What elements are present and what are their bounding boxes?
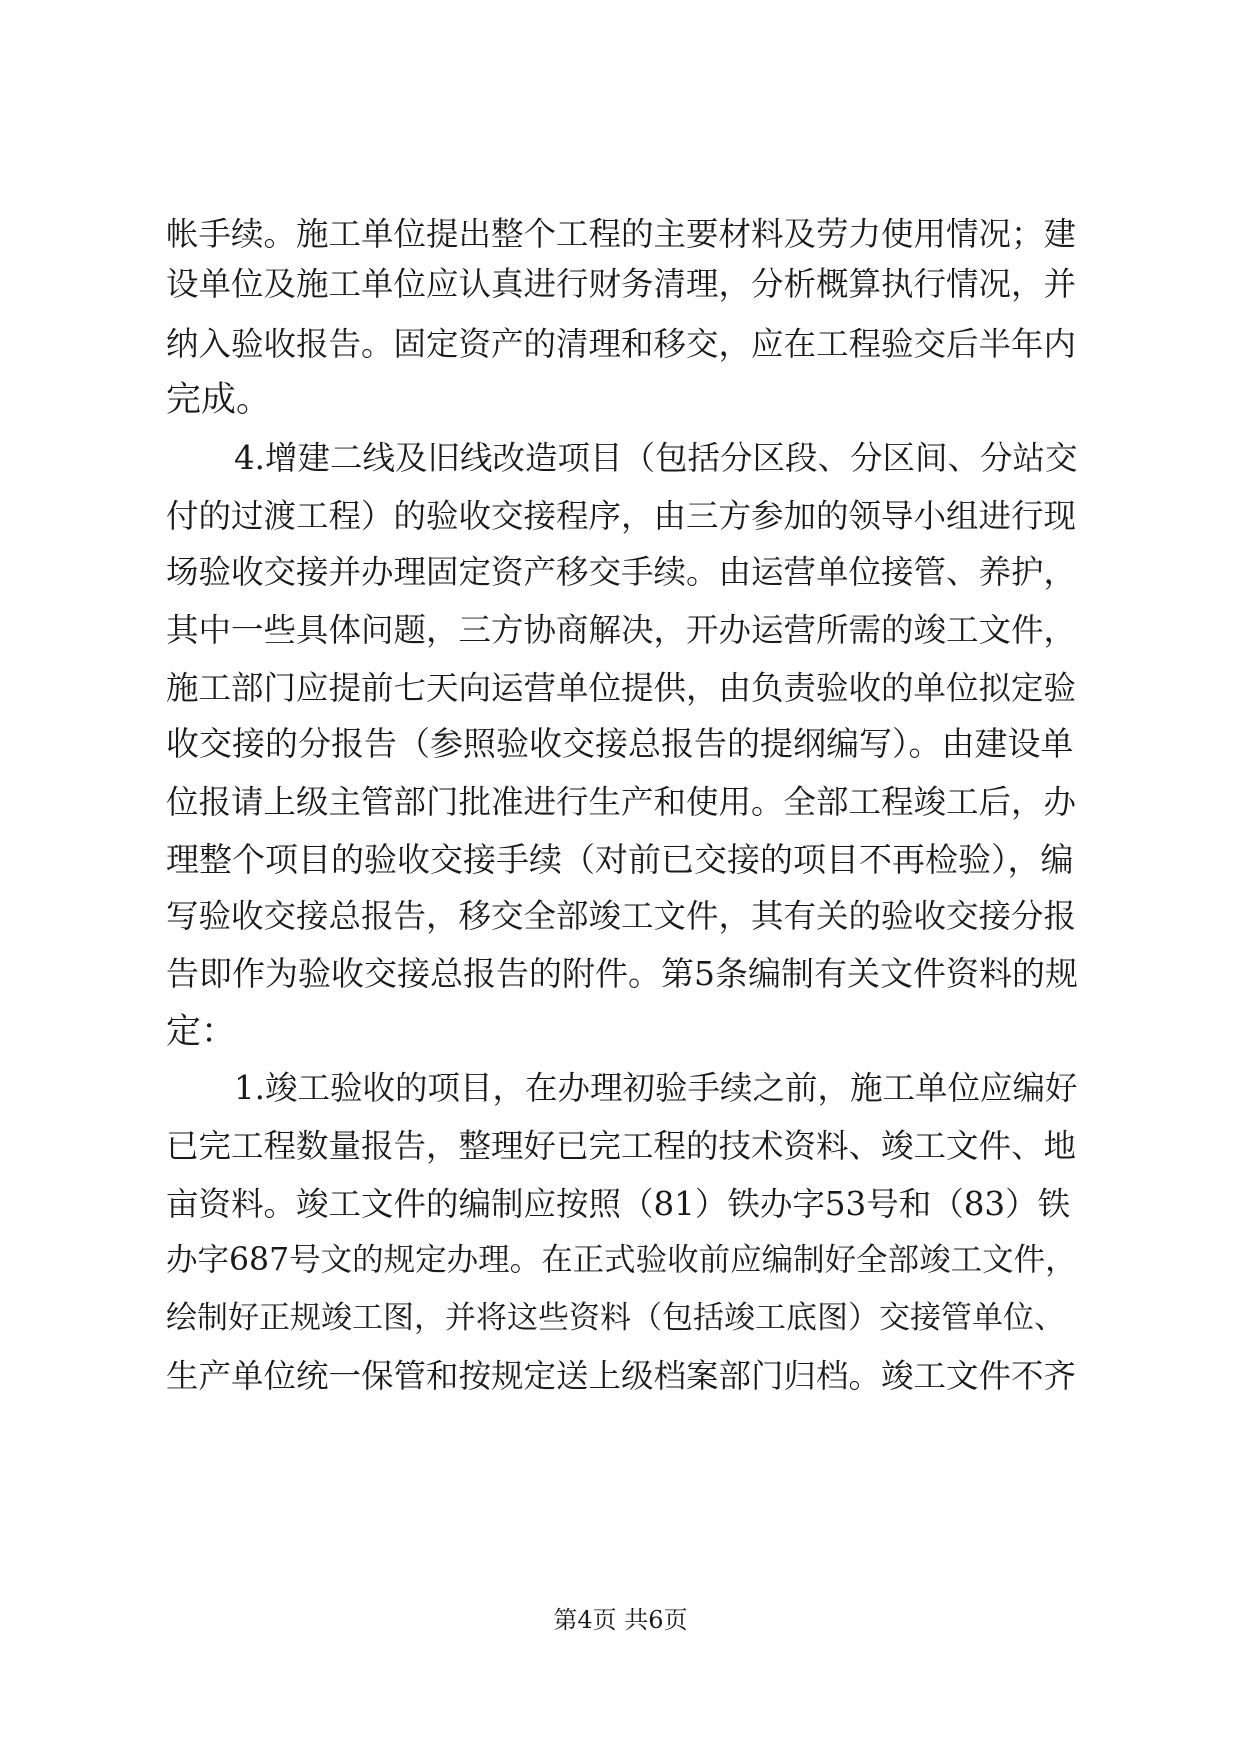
text-line: 完成。 bbox=[166, 380, 272, 420]
text-line: 位报请上级主管部门批准进行生产和使用。全部工程竣工后，办 bbox=[166, 783, 1077, 821]
text-line: 已完工程数量报告，整理好已完工程的技术资料、竣工文件、地 bbox=[166, 1127, 1077, 1165]
text-line: 办字687号文的规定办理。在正式验收前应编制好全部竣工文件， bbox=[166, 1242, 1077, 1278]
text-line: 纳入验收报告。固定资产的清理和移交，应在工程验交后半年内 bbox=[166, 325, 1077, 363]
text-line: 场验收交接并办理固定资产移交手续。由运营单位接管、养护， bbox=[166, 553, 1077, 591]
text-line: 理整个项目的验收交接手续（对前已交接的项目不再检验），编 bbox=[166, 840, 1074, 879]
text-line: 告即作为验收交接总报告的附件。第5条编制有关文件资料的规 bbox=[166, 954, 1078, 993]
text-line: 帐手续。施工单位提出整个工程的主要材料及劳力使用情况；建 bbox=[166, 215, 1077, 253]
text-line: 亩资料。竣工文件的编制应按照（81）铁办字53号和（83）铁 bbox=[166, 1185, 1071, 1223]
text-line: 施工部门应提前七天向运营单位提供，由负责验收的单位拟定验 bbox=[166, 669, 1077, 707]
text-line: 定： bbox=[166, 1012, 237, 1052]
text-line: 收交接的分报告（参照验收交接总报告的提纲编写）。由建设单 bbox=[166, 724, 1074, 763]
text-line: 付的过渡工程）的验收交接程序，由三方参加的领导小组进行现 bbox=[166, 497, 1077, 535]
text-line: 绘制好正规竣工图，并将这些资料（包括竣工底图）交接管单位、 bbox=[166, 1300, 1065, 1336]
text-line: 设单位及施工单位应认真进行财务清理，分析概算执行情况，并 bbox=[166, 265, 1077, 303]
text-line: 其中一些具体问题，三方协商解决，开办运营所需的竣工文件， bbox=[166, 611, 1077, 649]
text-line: 生产单位统一保管和按规定送上级档案部门归档。竣工文件不齐 bbox=[166, 1357, 1077, 1395]
page-number-footer: 第4页 共6页 bbox=[553, 1606, 688, 1634]
text-line: 4.增建二线及旧线改造项目（包括分区段、分区间、分站交 bbox=[234, 439, 1078, 477]
text-line: 写验收交接总报告，移交全部竣工文件，其有关的验收交接分报 bbox=[166, 897, 1077, 935]
text-line: 1.竣工验收的项目，在办理初验手续之前，施工单位应编好 bbox=[234, 1069, 1078, 1107]
